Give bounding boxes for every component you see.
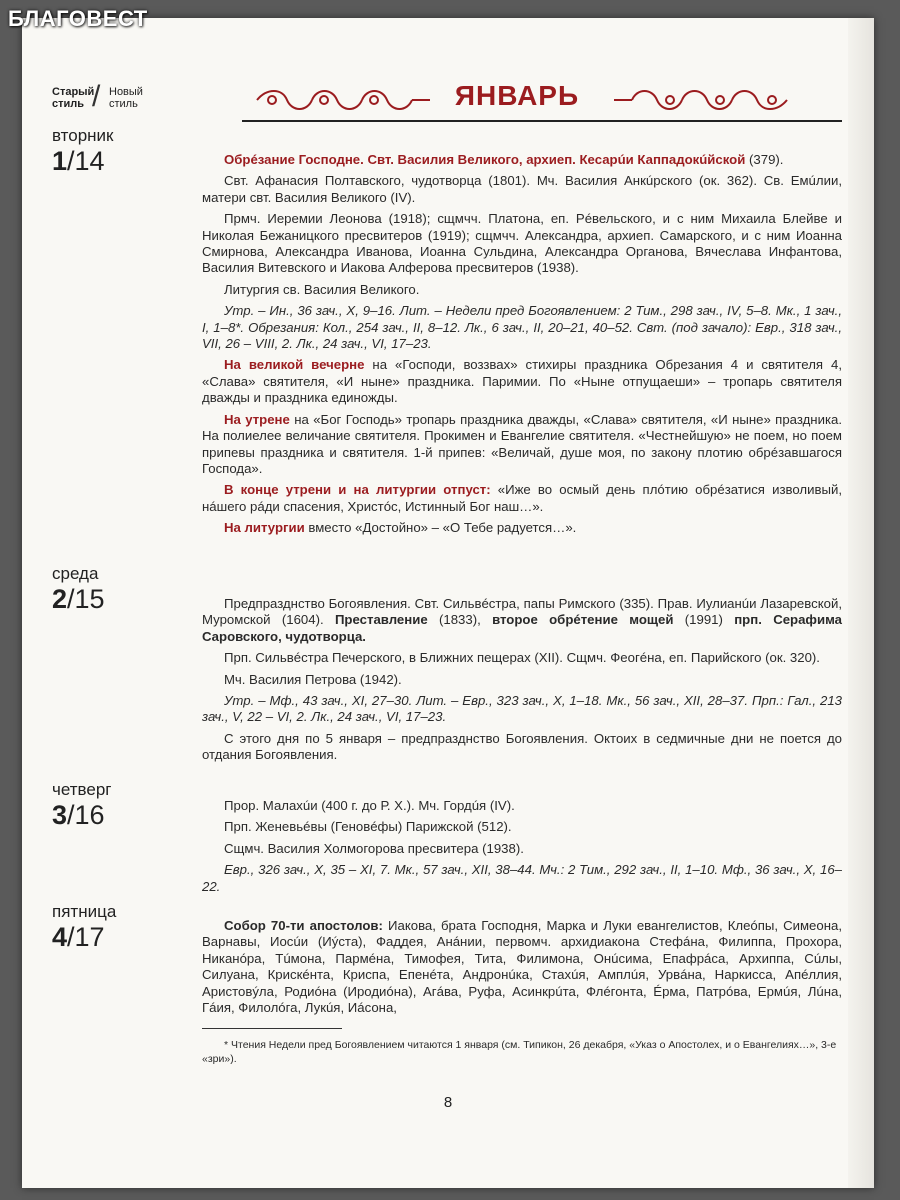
day-entry [202, 798, 842, 900]
day-entry [202, 596, 842, 769]
commemoration: Прп. Женевьéвы (Геновéфы) Парижской (512). [224, 819, 512, 835]
style-divider: / [92, 80, 101, 113]
readings: Евр., 326 зач., X, 35 – XI, 7. Мк., 57 зач., XII, 38–44. Мч.: 2 Тим., 292 зач., II, 1–10. Мф., 36 зач., X, 16–22. [202, 862, 842, 894]
month-title: ЯНВАРЬ [454, 80, 580, 111]
book-page [22, 18, 874, 1188]
readings: Утр. – Мф., 43 зач., XI, 27–30. Лит. – Евр., 323 зач., X, 1–18. Мк., 56 зач., XII, 28–37. Прп.: Гал., 213 зач., V, 22 – VI, 2. Лк., 24 зач., VI, 17–23. [202, 693, 842, 725]
day-heading [52, 902, 116, 952]
watermark-logo: БЛАГОВЕСТ [8, 6, 148, 31]
commemoration: Сщмч. Василия Холмогорова пресвитера (1938). [224, 840, 524, 856]
old-style-label: Старый стиль [52, 86, 95, 110]
day-entry [202, 152, 842, 542]
commemoration: Прмч. Иеремии Леонова (1918); сщмчч. Платона, еп. Рéвельского, и с ним Михаила Блейве и Николая Бежаницкого пресвитеров (1919); сщмчч. Александра, архиеп. Самарского, и с ним Иоанна Смирнова, Александра Иванова, Иоанна Сульдина, Александра Органова, Вячеслава Инфантова, Василия Витевского и Иакова Алферова пресвитеров (1938). [202, 211, 842, 276]
rubric: На литургии вместо «Достойно» – «О Тебе радуется…». [224, 520, 577, 536]
weekday: пятница [52, 902, 117, 921]
footnote-rule [202, 1028, 342, 1029]
page-header [52, 80, 842, 120]
feast-title: Обрéзание Господне. Свт. Василия Великого, архиеп. Кесарúи Каппадокúйской (379). [224, 152, 784, 167]
ornament-left-icon [252, 86, 432, 114]
weekday: среда [52, 564, 99, 583]
page-number: 8 [443, 1094, 453, 1111]
rubric: С этого дня по 5 января – предпразднство Богоявления. Октоих в седмичные дни не поется до отдания Богоявления. [202, 730, 842, 763]
rubric: В конце утрени и на литургии отпуст: «Иже во осмый день плóтию обрéзатися изволивый, нáшего рáди спасения, Христóс, Истинный Бог наш…». [202, 482, 842, 514]
commemoration: Прп. Сильвéстра Печерского, в Ближних пещерах (XII). Сщмч. Феогéна, еп. Парийского (ок. 320). [224, 650, 820, 666]
rubric: На утрене на «Бог Господь» тропарь праздника дважды, «Слава» святителя, «И ныне» праздника. На полиелее величание святителя. Прокимен и Евангелие святителя. «Честнейшую» не поем, но поем припевы праздника и святителя. 1-й припев: «Величай, душе моя, по закону плотию обрéзавшагося Господа». [202, 411, 842, 476]
weekday: вторник [52, 126, 114, 145]
date: 3/16 [52, 800, 105, 830]
date: 1/14 [52, 146, 105, 176]
day-heading [52, 780, 111, 830]
date: 4/17 [52, 922, 105, 952]
page-edge [848, 18, 874, 1188]
day-heading [52, 126, 113, 176]
rubric: На великой вечерне на «Господи, воззвах» стихиры праздника Обрезания 4 и святителя 4, «Слава» святителя, «И ныне» праздника. Паримии. По «Ныне отпущаеши» – тропарь святителя дважды и праздника единожды. [202, 357, 843, 406]
liturgy-note: Литургия св. Василия Великого. [224, 281, 420, 297]
commemoration: Мч. Василия Петрова (1942). [224, 671, 402, 687]
commemoration: Предпразднство Богоявления. Свт. Сильвéстра, папы Римского (335). Прав. Иулианúи Лазаревской, Муромской (1604). Преставление (1833), второе обрéтение мощей (1991) прп. Серафима Саровского, чудотворца. [202, 596, 842, 644]
date: 2/15 [52, 584, 105, 614]
ornament-right-icon [612, 86, 792, 114]
footnote: * Чтения Недели пред Богоявлением читаются 1 января (см. Типикон, 26 декабря, «Указ о Апостолех, и о Евангелиях…», 3-е «зри»). [202, 1039, 837, 1065]
commemoration: Собор 70-ти апостолов: Иакова, брата Господня, Марка и Луки евангелистов, Клеóпы, Симеона, Варнавы, Иосúи (Иýста), Фаддея, Анáнии, первомч. архидиакона Стефáна, Филиппа, Прохора, Никанóра, Тúмона, Пармéна, Тимофея, Тита, Филимона, Онúсима, Епафрáса, Архиппа, Сúлы, Силуана, Крискéнта, Криспа, Епенéта, Андронúка, Стахúя, Амплúя, Урвáна, Наркисса, Апéллия, Аристовýла, Родиóна (Иродиóна), Агáва, Руфа, Асинкрúта, Флéгонта, Éрма, Патрóва, Ермúя, Лúна, Гáия, Филолóга, Лукúя, Иáсона, [202, 918, 843, 1016]
commemoration: Прор. Малахúи (400 г. до Р. Х.). Мч. Гордúя (IV). [224, 798, 515, 813]
new-style-label: Новый стиль [109, 86, 143, 110]
commemoration: Свт. Афанасия Полтавского, чудотворца (1801). Мч. Василия Анкúрского (ок. 362). Св. Емúлии, матери свт. Василия Великого (IV). [202, 173, 842, 205]
readings: Утр. – Ин., 36 зач., X, 9–16. Лит. – Недели пред Богоявлением: 2 Тим., 298 зач., IV, 5–8. Мк., 1 зач., I, 1–8*. Обрезания: Кол., 254 зач., II, 8–12. Лк., 6 зач., II, 20–21, 40–52. Свт. (под зачало): Евр., 318 зач., VII, 26 – VIII, 2. Лк., 24 зач., VI, 17–23. [202, 303, 842, 352]
weekday: четверг [52, 780, 112, 799]
day-entry [202, 918, 842, 1021]
month-band [242, 80, 842, 122]
day-heading [52, 564, 105, 614]
